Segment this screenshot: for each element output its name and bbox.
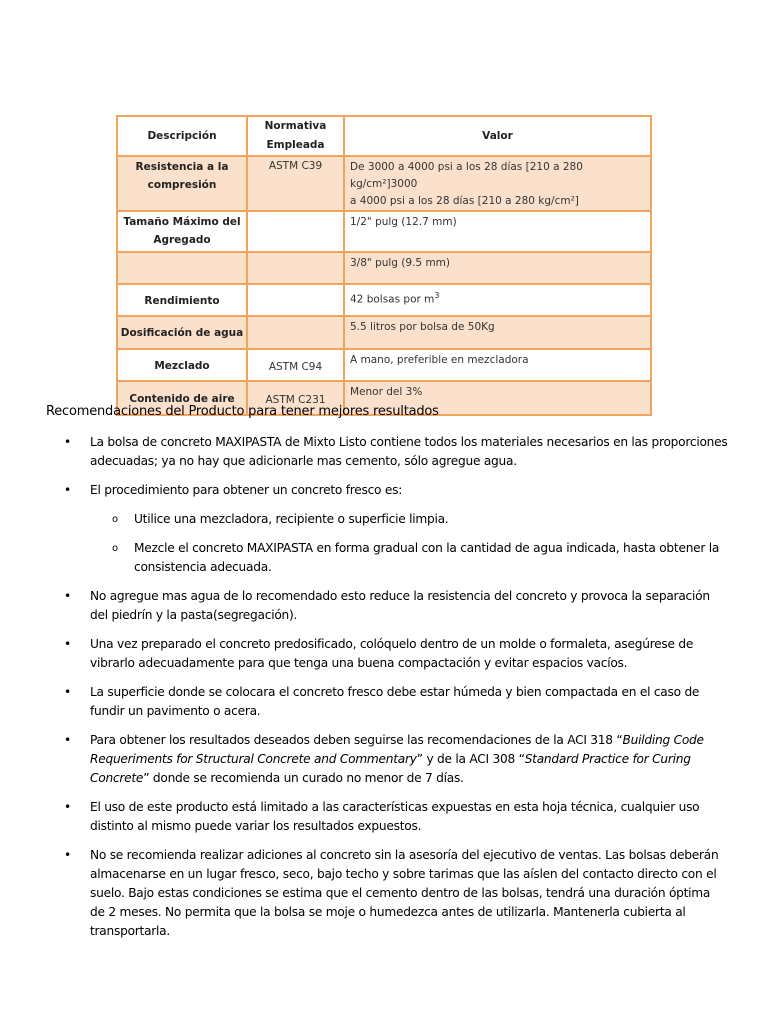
row-description: Dosificación de agua [117,316,247,349]
row-value: De 3000 a 4000 psi a los 28 días [210 a 280 kg/cm²]3000 a 4000 psi a los 28 días [210 a 280 kg/cm²] [344,156,651,211]
list-item: • No se recomienda realizar adiciones al concreto sin la asesoría del ejecutivo de ventas. Las bolsas deberán almacenarse en un lugar fresco, seco, bajo techo y sobre tarimas que las aíslen del contacto directo con el suelo. Bajo estas condiciones se estima que el cemento dentro de las bolsas, tendrá una duración óptima de 2 meses. No permita que la bolsa se moje o humedezca antes de utilizarla. Mantenerla cubierta al transportarla. [64,848,719,938]
sub-bullet-icon: o [112,514,118,525]
header-value: Valor [344,116,651,156]
bullet-icon: • [64,685,71,699]
row-norm [247,284,344,316]
list-item: • No agregue mas agua de lo recomendado esto reduce la resistencia del concreto y provoca la separación del piedrín y la pasta(segregación). [64,589,710,622]
row-value: 1/2" pulg (12.7 mm) [344,211,651,252]
table-row [117,349,651,381]
sub-bullet-icon: o [112,543,118,554]
table-row [117,156,651,211]
row-norm: ASTM C94 [247,349,344,381]
table-header-row [117,116,651,156]
row-value: 5.5 litros por bolsa de 50Kg [344,316,651,349]
list-item: • El uso de este producto está limitado a las características expuestas en esta hoja técnica, cualquier uso distinto al mismo puede variar los resultados expuestos. [64,800,700,833]
bullet-icon: • [64,483,71,497]
row-norm: ASTM C39 [247,156,344,211]
recommendations-list [0,433,768,951]
table-row [117,316,651,349]
table-row [117,211,651,252]
list-item: • La superficie donde se colocara el concreto fresco debe estar húmeda y bien compactada en el caso de fundir un pavimento o acera. [64,685,700,718]
bullet-icon: • [64,435,71,449]
row-value: A mano, preferible en mezcladora [344,349,651,381]
row-description: Resistencia a la compresión [117,156,247,211]
row-value: 3/8" pulg (9.5 mm) [344,252,651,284]
row-description: Rendimiento [117,284,247,316]
row-description: Tamaño Máximo del Agregado [117,211,247,252]
bullet-icon: • [64,848,71,862]
recommendations-heading: Recomendaciones del Producto para tener mejores resultados [46,404,439,419]
list-item: • El procedimiento para obtener un concreto fresco es: [0,481,768,500]
row-norm [247,316,344,349]
bullet-icon: • [64,733,71,747]
bullet-icon: • [64,800,71,814]
bullet-icon: • [64,637,71,651]
row-value: 42 bolsas por $m^3$ [344,284,651,316]
sub-list-item: o Mezcle el concreto MAXIPASTA en forma gradual con la cantidad de agua indicada, hasta obtener la consistencia adecuada. [112,541,720,574]
list-item: • Para obtener los resultados deseados deben seguirse las recomendaciones de la ACI 318 “Building Code Requeriments for Structural Concrete and Commentary” y de la ACI 308 “Standard Practice for Curing Concrete” donde se recomienda un curado no menor de 7 días. [64,733,704,785]
row-description [117,252,247,284]
header-norm: Normativa Empleada [247,116,344,156]
row-description: Contenido de aire [117,381,247,415]
row-norm: ASTM C231 [247,381,344,415]
header-description: Descripción [117,116,247,156]
row-norm [247,211,344,252]
sub-list-item: o Utilice una mezcladora, recipiente o superficie limpia. [0,510,768,529]
list-item: • La bolsa de concreto MAXIPASTA de Mixto Listo contiene todos los materiales necesarios en las proporciones adecuadas; ya no hay que adicionarle mas cemento, sólo agregue agua. [64,435,728,468]
list-item: • Una vez preparado el concreto predosificado, colóquelo dentro de un molde o formaleta, asegúrese de vibrarlo adecuadamente para que tenga una buena compactación y evitar espacios vacíos. [64,637,694,670]
row-norm [247,252,344,284]
bullet-icon: • [64,589,71,603]
table-row [117,284,651,316]
row-description: Mezclado [117,349,247,381]
row-value: Menor del 3% [344,381,651,415]
table-row [117,252,651,284]
specifications-table [116,115,652,416]
